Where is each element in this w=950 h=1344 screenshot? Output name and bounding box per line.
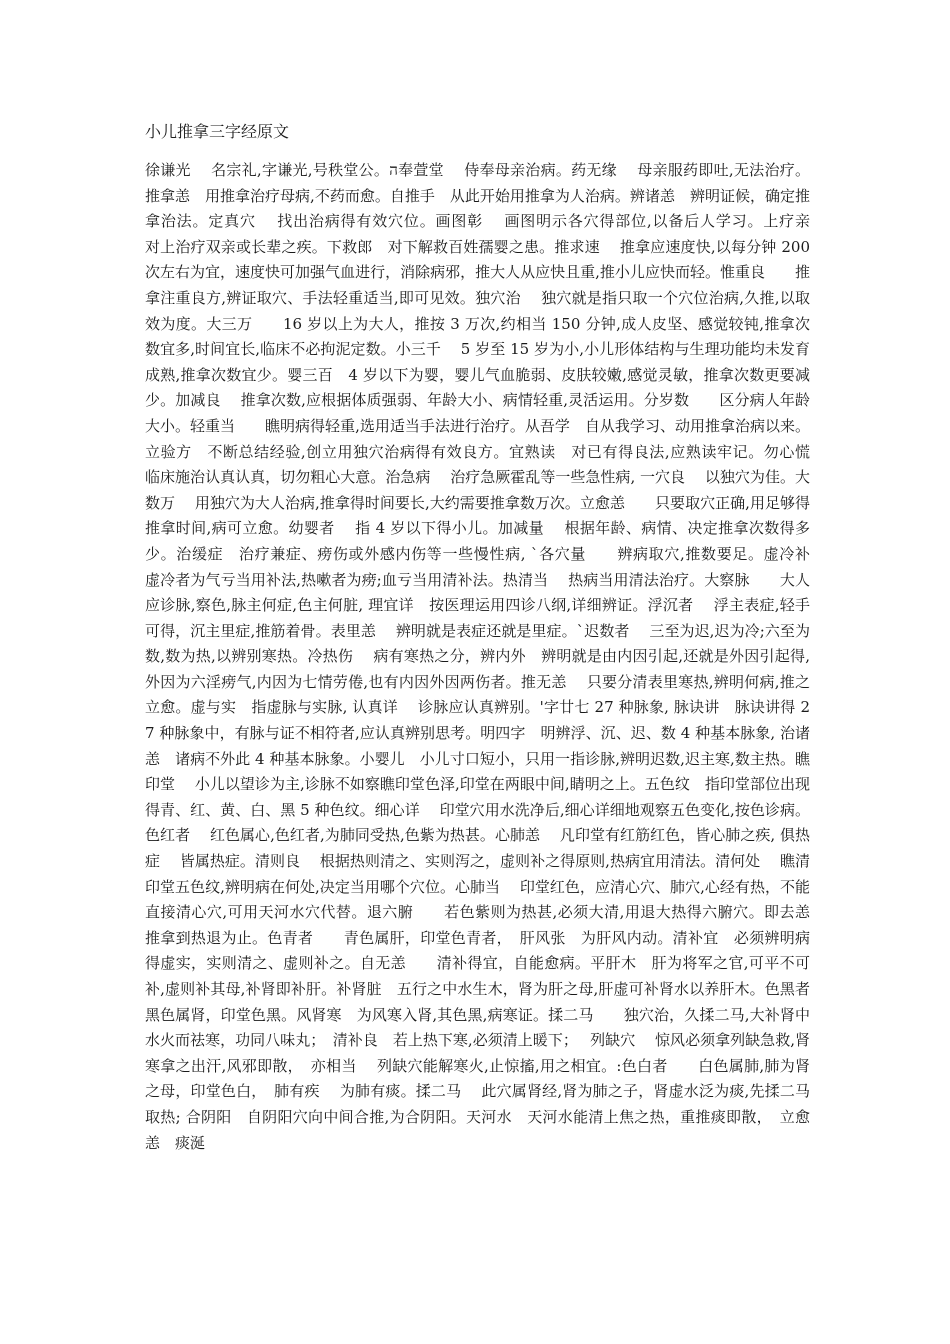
document-title: 小儿推拿三字经原文	[145, 122, 290, 141]
document-page	[145, 120, 841, 1156]
document-body: 徐谦光 名宗礼,字谦光,号秩堂公。ﬣ奉萱堂 侍奉母亲治病。药无缘 母亲服药即吐,无法治疗。推拿恙 用推拿治疗母病,不药而愈。自推手 从此开始用推拿为人治病。辨诸恙 辨明证候，确定推拿治法。定真穴 找出治病得有效穴位。画图彰 画图明示各穴得部位,以备后人学习。上疗亲 对上治疗双亲或长辈之疾。下救郎 对下解救百姓孺婴之患。推求速 推拿应速度快,以每分钟 200 次左右为宜，速度快可加强气血进行，消除病邪，推大人从应快且重,推小儿应快而轻。惟重良 推拿注重良方,辨证取穴、手法轻重适当,即可见效。独穴治 独穴就是指只取一个穴位治病,久推,以取效为度。大三万 16 岁以上为大人，推按 3 万次,约相当 150 分钟,成人皮坚、感觉较钝,推拿次数宜多,时间宜长,临床不必拘泥定数。小三千 5 岁至 15 岁为小,小儿形体结构与生理功能均未发育成熟,推拿次数宜少。婴三百 4 岁以下为婴，婴儿气血脆弱、皮肤较嫩,感觉灵敏，推拿次数更要减少。加减良 推拿次数,应根据体质强弱、年龄大小、病情轻重,灵活运用。分岁数 区分病人年龄大小。轻重当 瞧明病得轻重,选用适当手法进行治疗。从吾学 自从我学习、动用推拿治病以来。立验方 不断总结经验,创立用独穴治病得有效良方。宜熟读 对已有得良法,应熟读牢记。勿心慌 临床施治认真认真，切勿粗心大意。治急病 治疗急厥霍乱等一些急性病, 一穴良 以独穴为佳。大数万 用独穴为大人治病,推拿得时间要长,大约需要推拿数万次。立愈恙 只要取穴正确,用足够得推拿时间,病可立愈。幼婴者 指 4 岁以下得小儿。加减量 根据年龄、病情、决定推拿次数得多少。治缓症 治疗兼症、痨伤或外感内伤等一些慢性病, `各穴量 辨病取穴,推数要足。虚冷补 虚冷者为气亏当用补法,热嗽者为痨;血亏当用清补法。热清当 热病当用清法治疗。大察脉 大人应诊脉,察色,脉主何症,色主何脏, 理宜详 按医理运用四诊八纲,详细辨证。浮沉者 浮主表症,轻手可得，沉主里症,推筋着骨。表里恙 辨明就是表症还就是里症。`迟数者 三至为迟,迟为冷;六至为数,数为热,以辨别寒热。冷热伤 病有寒热之分，辨内外 辨明就是由内因引起,还就是外因引起得,外因为六淫痨气,内因为七情劳倦,也有内因外因两伤者。推无恙 只要分清表里寒热,辨明何病,推之立愈。虚与实 指虚脉与实脉, 认真详 诊脉应认真辨别。'字廿七 27 种脉象, 脉诀讲 脉诀讲得 27 种脉象中，有脉与证不相符者,应认真辨别思考。明四字 明辨浮、沉、迟、数 4 种基本脉象, 治诸恙 诸病不外此 4 种基本脉象。小婴儿 小儿寸口短小，只用一指诊脉,辨明迟数,迟主寒,数主热。瞧印堂 小儿以望诊为主,诊脉不如察瞧印堂色泽,印堂在两眼中间,睛明之上。五色纹 指印堂部位出现得青、红、黄、白、黑 5 种色纹。细心详 印堂穴用水洗净后,细心详细地观察五色变化,按色诊病。色红者 红色属心,色红者,为肺同受热,色紫为热甚。心肺恙 凡印堂有红筋红色，皆心肺之疾, 俱热症 皆属热症。清则良 根据热则清之、实则泻之，虚则补之得原则,热病宜用清法。清何处 瞧清印堂五色纹,辨明病在何处,决定当用哪个穴位。心肺当 印堂红色，应清心穴、肺穴,心经有热，不能直接清心穴,可用天河水穴代替。退六腑 若色紫则为热甚,必须大清,用退大热得六腑穴。即去恙 推拿到热退为止。色青者 青色属肝，印堂色青者， 肝风张 为肝风内动。清补宜 必须辨明病得虚实，实则清之、虚则补之。自无恙 清补得宜，自能愈病。平肝木 肝为将军之官,可平不可补,虚则补其母,补肾即补肝。补肾脏 五行之中水生木，肾为肝之母,肝虚可补肾水以养肝木。色黑者 黑色属肾，印堂色黑。风肾寒 为风寒入肾,其色黑,病寒证。揉二马 独穴治，久揉二马,大补肾中水火而祛寒，功同八味丸； 清补良 若上热下寒,必须清上暖下； 列缺穴 惊风必须拿列缺急救,肾寒拿之出汗,风邪即散， 亦相当 列缺穴能解寒火,止惊搐,用之相宜。:色白者 白色属肺,肺为肾之母，印堂色白， 肺有疾 为肺有痰。揉二马 此穴属肾经,肾为肺之子，肾虚水泛为痰,先揉二马取热; 合阴阳 自阴阳穴向中间合推,为合阴阳。天河水 天河水能清上焦之热，重推痰即散， 立愈恙 痰涎	[145, 161, 841, 1152]
